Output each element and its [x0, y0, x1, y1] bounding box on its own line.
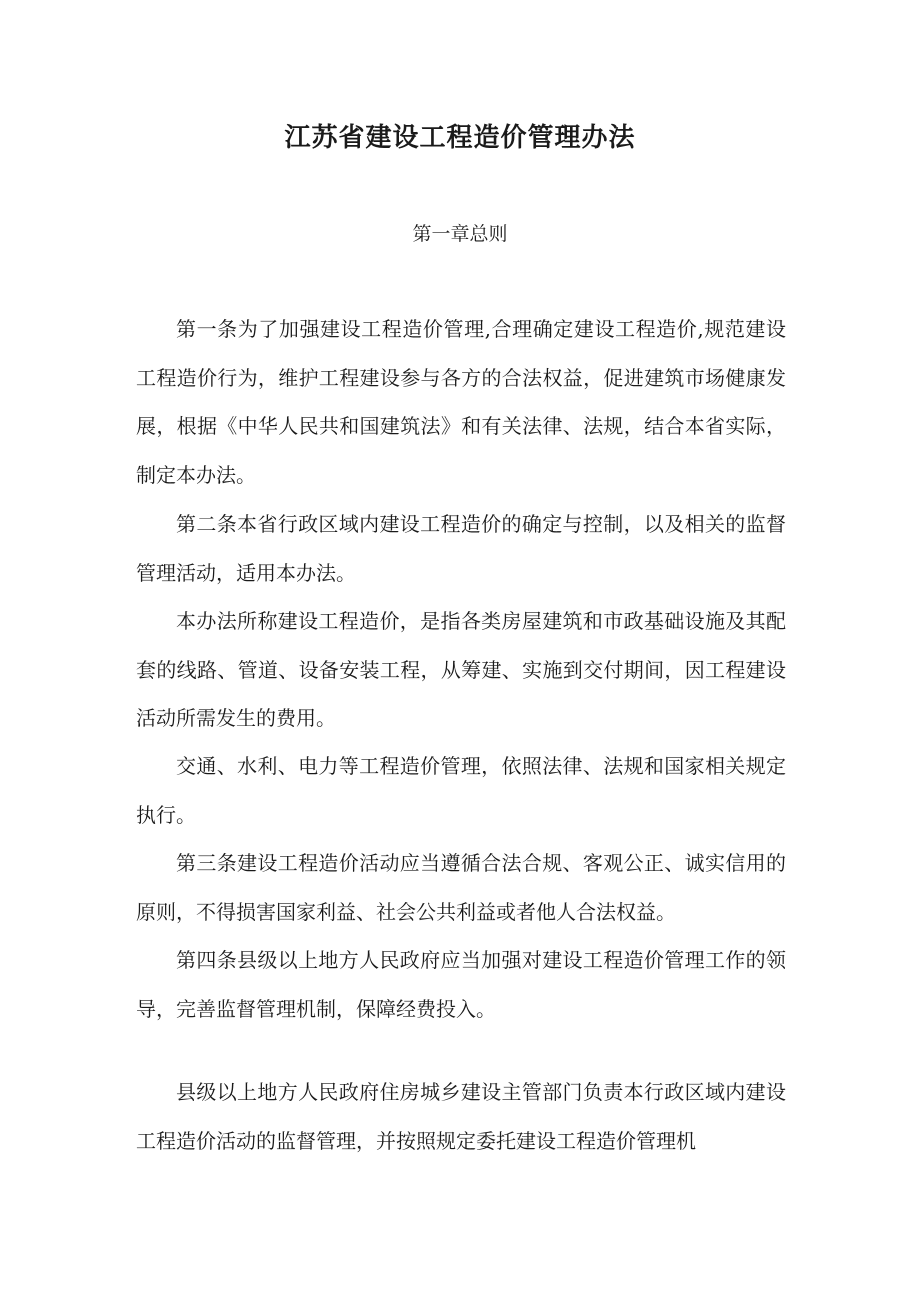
paragraph-authority: 县级以上地方人民政府住房城乡建设主管部门负责本行政区域内建设工程造价活动的监督管理，并按照规定委托建设工程造价管理机	[136, 1080, 786, 1153]
chapter-heading: 第一章总则	[412, 223, 508, 245]
document-title: 江苏省建设工程造价管理办法	[284, 123, 636, 153]
paragraph-definition: 本办法所称建设工程造价，是指各类房屋建筑和市政基础设施及其配套的线路、管道、设备安装工程，从筹建、实施到交付期间，因工程建设活动所需发生的费用。	[136, 609, 786, 730]
paragraph-article-4: 第四条县级以上地方人民政府应当加强对建设工程造价管理工作的领导，完善监督管理机制，保障经费投入。	[136, 948, 786, 1021]
paragraph-article-3: 第三条建设工程造价活动应当遵循合法合规、客观公正、诚实信用的原则，不得损害国家利益、社会公共利益或者他人合法权益。	[136, 851, 786, 924]
paragraph-exceptions: 交通、水利、电力等工程造价管理，依照法律、法规和国家相关规定执行。	[136, 754, 786, 827]
paragraph-article-2: 第二条本省行政区域内建设工程造价的确定与控制，以及相关的监督管理活动，适用本办法。	[136, 512, 786, 585]
paragraph-article-1: 第一条为了加强建设工程造价管理,合理确定建设工程造价,规范建设工程造价行为，维护工程建设参与各方的合法权益，促进建筑市场健康发展，根据《中华人民共和国建筑法》和有关法律、法规，结合本省实际，制定本办法。	[136, 317, 786, 487]
